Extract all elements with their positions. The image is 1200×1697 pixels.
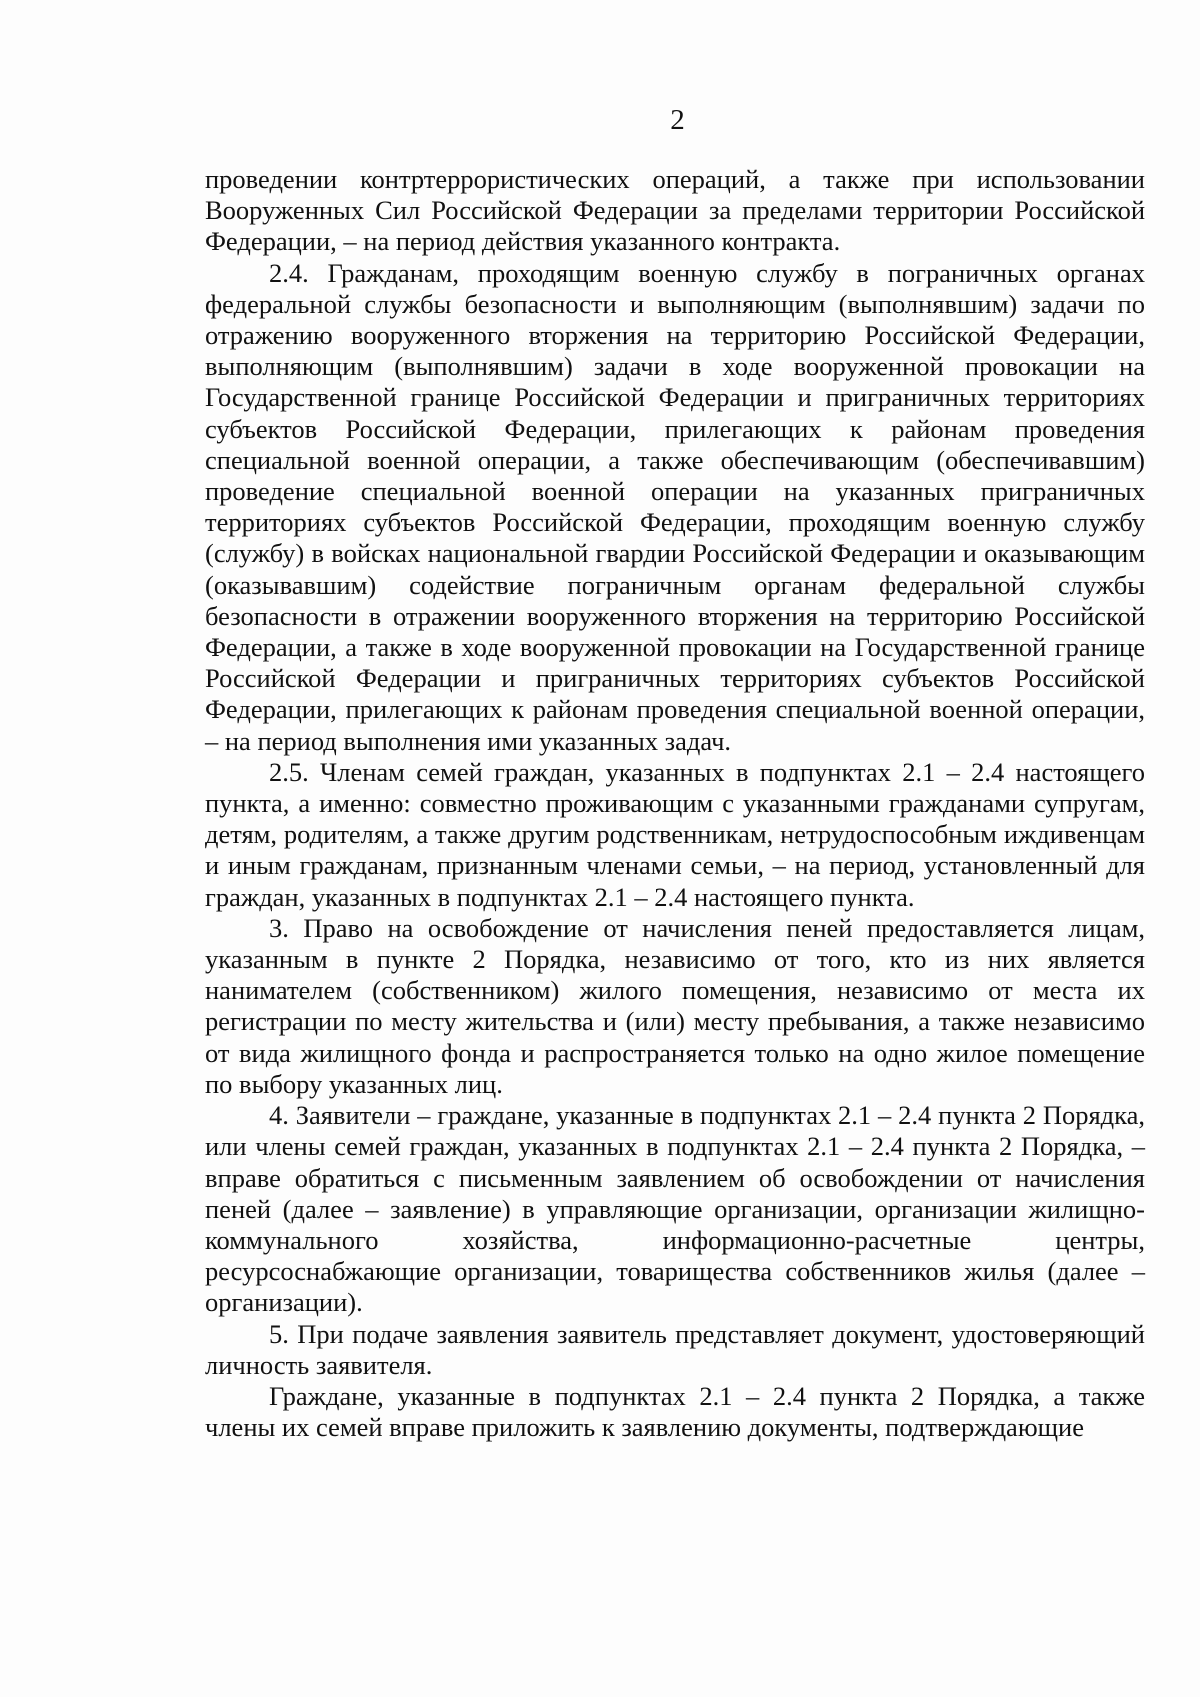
paragraph-3: 3. Право на освобождение от начисления пеней предоставляется лицам, указанным в пункте 2 Порядка, независимо от того, кто из них является нанимателем (собственником) жилого помещения, независимо от места их регистрации по месту жительства и (или) месту пребывания, а также независимо от вида жилищного фонда и распространяется только на одно жилое помещение по выбору указанных лиц.: [205, 912, 1145, 1099]
paragraph-continuation: проведении контртеррористических операций, а также при использовании Вооруженных Сил Российской Федерации за пределами территории Российской Федерации, – на период действия указанного контракта.: [205, 164, 1145, 257]
paragraph-5-continued: Граждане, указанные в подпунктах 2.1 – 2.4 пункта 2 Порядка, а также члены их семей вправе приложить к заявлению документы, подтверждающие: [205, 1380, 1145, 1443]
paragraph-2-4: 2.4. Гражданам, проходящим военную службу в пограничных органах федеральной службы безопасности и выполняющим (выполнявшим) задачи по отражению вооруженного вторжения на территорию Российской Федерации, выполняющим (выполнявшим) задачи в ходе вооруженной провокации на Государственной границе Российской Федерации и приграничных территориях субъектов Российской Федерации, прилегающих к районам проведения специальной военной операции, а также обеспечивающим (обеспечивавшим) проведение специальной военной операции на указанных приграничных территориях субъектов Российской Федерации, проходящим военную службу (службу) в войсках национальной гвардии Российской Федерации и оказывающим (оказывавшим) содействие пограничным органам федеральной службы безопасности в отражении вооруженного вторжения на территорию Российской Федерации, а также в ходе вооруженной провокации на Государственной границе Российской Федерации и приграничных территориях субъектов Российской Федерации, прилегающих к районам проведения специальной военной операции, – на период выполнения ими указанных задач.: [205, 257, 1145, 756]
page-number: 2: [670, 104, 685, 136]
paragraph-2-5: 2.5. Членам семей граждан, указанных в подпунктах 2.1 – 2.4 настоящего пункта, а именно: совместно проживающим с указанными гражданами супругам, детям, родителям, а также другим родственникам, нетрудоспособным иждивенцам и иным гражданам, признанным членами семьи, – на период, установленный для граждан, указанных в подпунктах 2.1 – 2.4 настоящего пункта.: [205, 756, 1145, 912]
paragraph-5: 5. При подаче заявления заявитель представляет документ, удостоверяющий личность заявителя.: [205, 1318, 1145, 1380]
paragraph-4: 4. Заявители – граждане, указанные в подпунктах 2.1 – 2.4 пункта 2 Порядка, или члены семей граждан, указанных в подпунктах 2.1 – 2.4 пункта 2 Порядка, – вправе обратиться с письменным заявлением об освобождении от начисления пеней (далее – заявление) в управляющие организации, организации жилищно-коммунального хозяйства, информационно-расчетные центры, ресурсоснабжающие организации, товарищества собственников жилья (далее – организации).: [205, 1100, 1145, 1318]
document-body: [205, 164, 1145, 1443]
